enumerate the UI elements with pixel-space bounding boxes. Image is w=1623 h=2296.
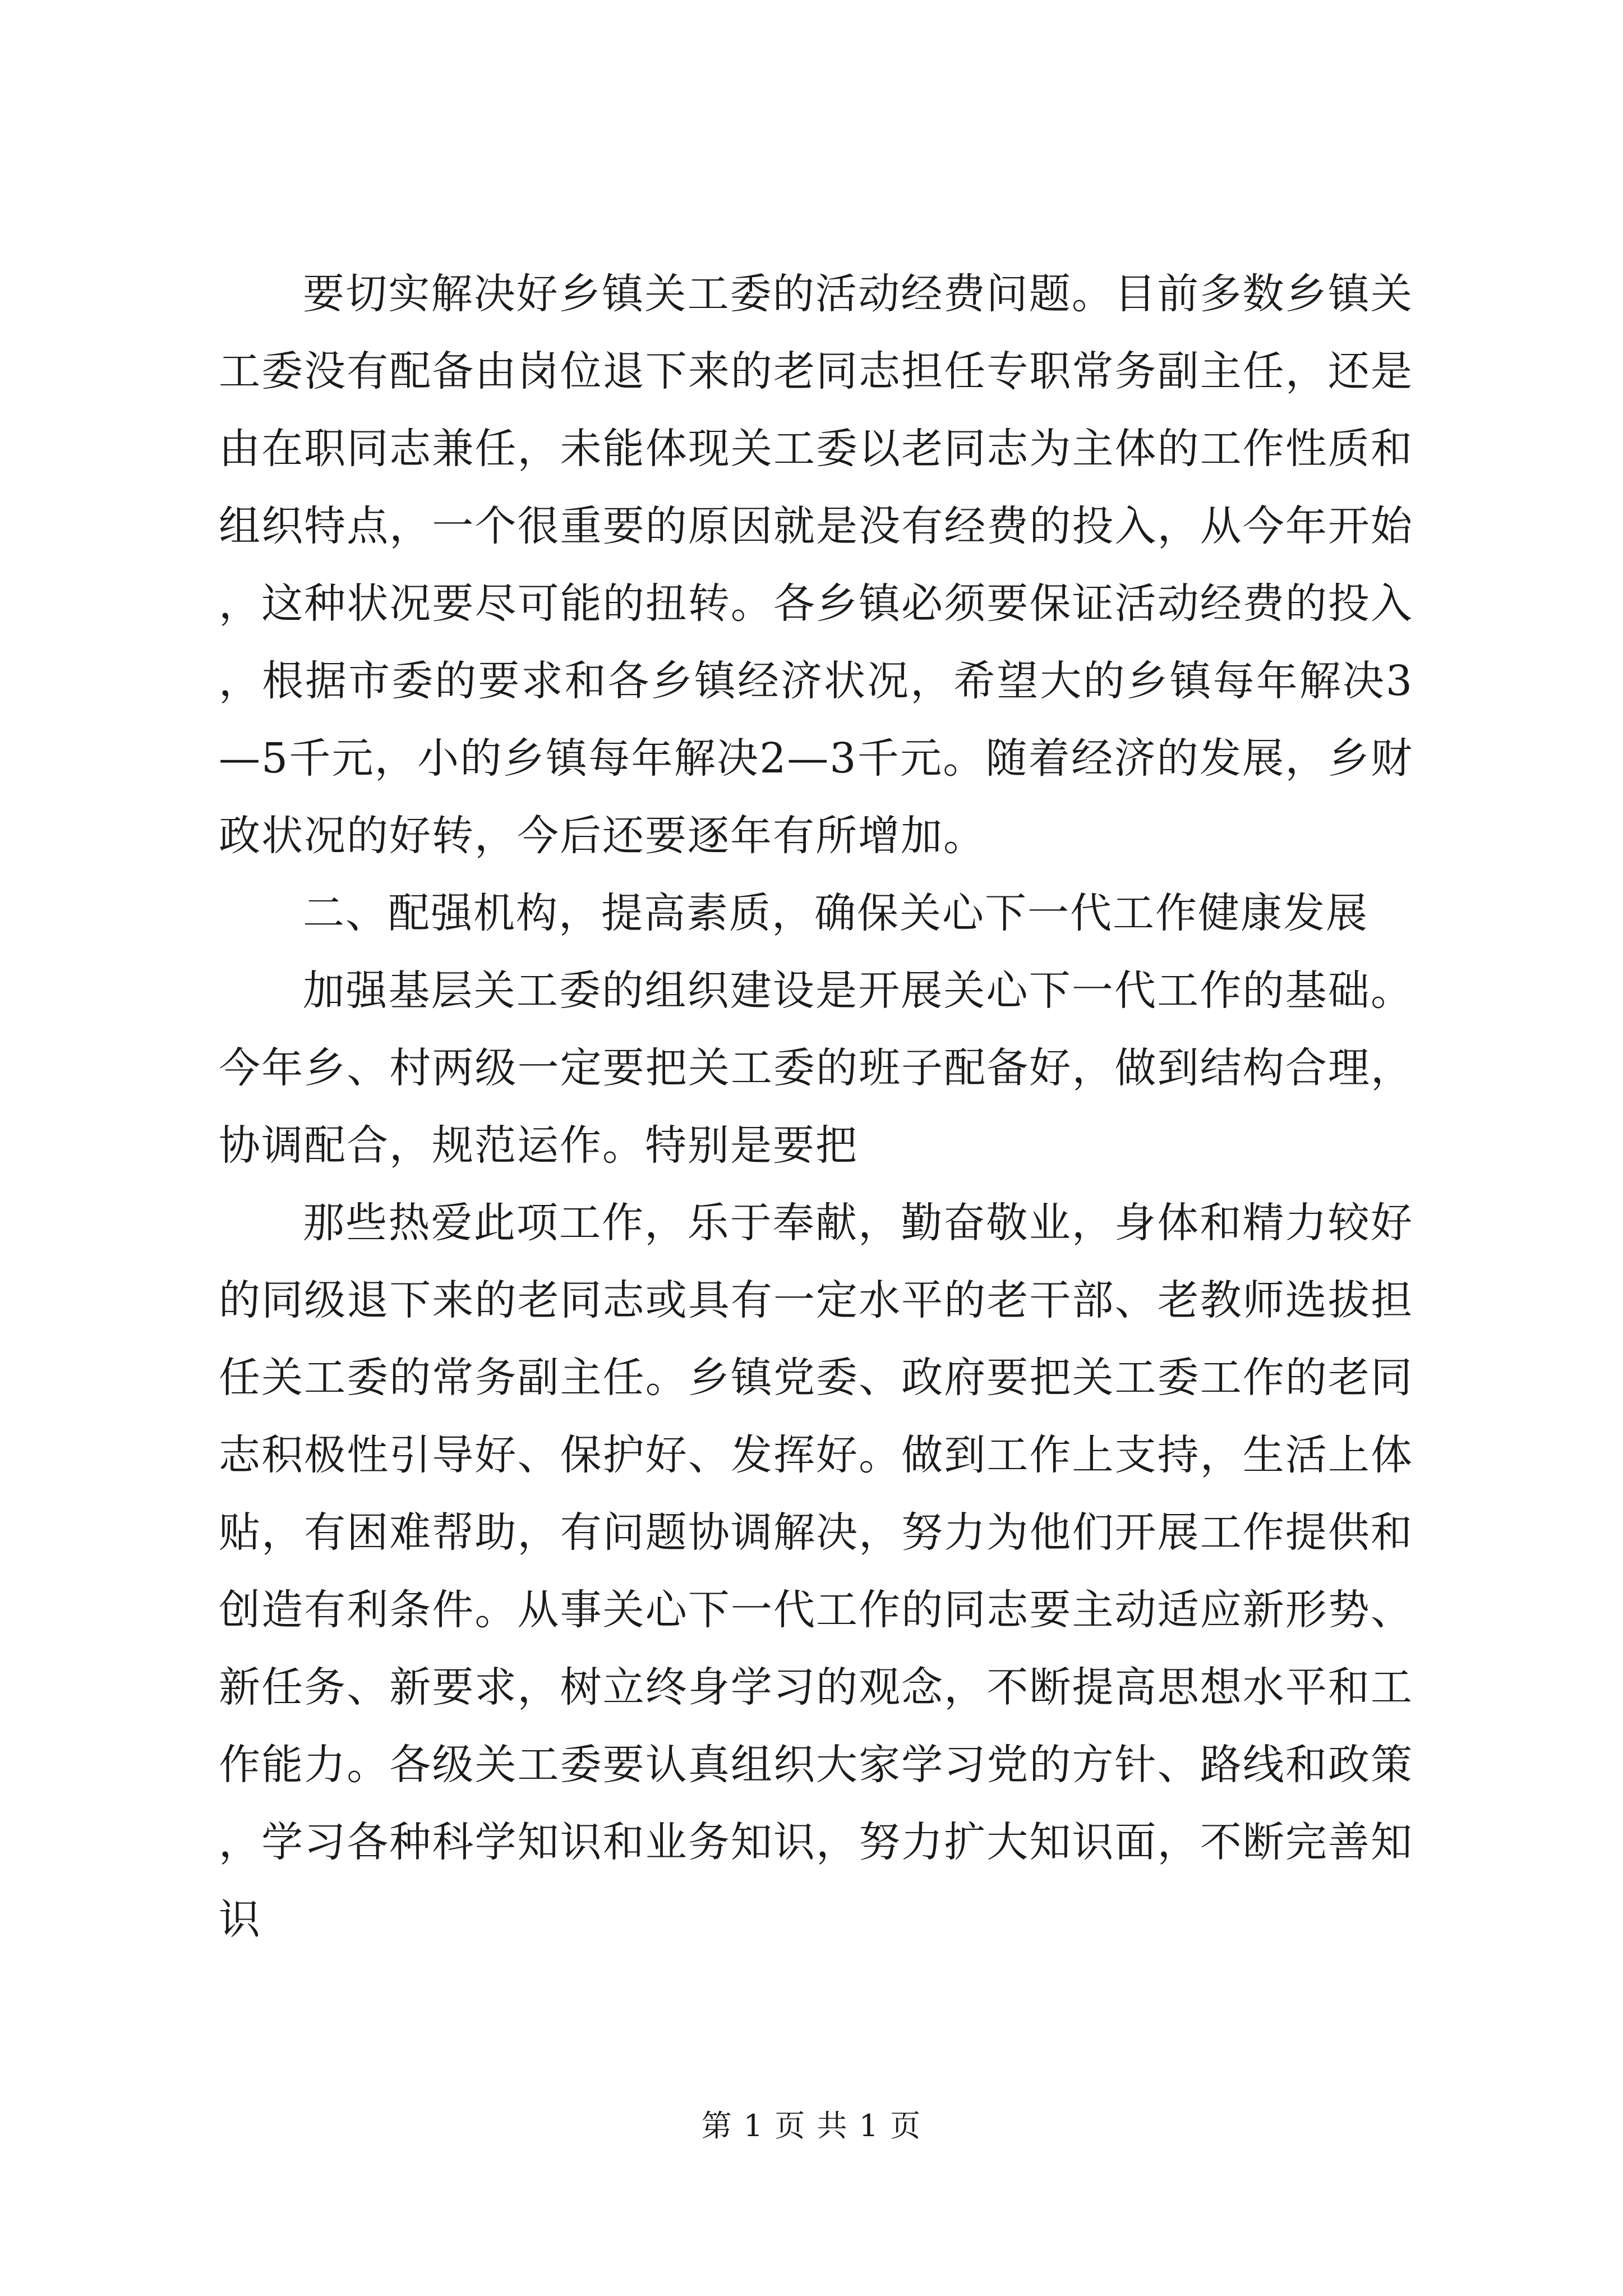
section-heading: 二、配强机构，提高素质，确保关心下一代工作健康发展 bbox=[303, 889, 1368, 937]
paragraph-personnel: 那些热爱此项工作，乐于奉献，勤奋敬业，身体和精力较好的同级退下来的老同志或具有一定水平的老干部、老教师选拔担任关工委的常务副主任。乡镇党委、政府要把关工委工作的老同志积极性引导好、保护好、发挥好。做到工作上支持，生活上体贴，有困难帮助，有问题协调解决，努力为他们开展工作提供和创造有利条件。从事关心下一代工作的同志要主动适应新形势、新任务、新要求，树立终身学习的观念，不断提高思想水平和工作能力。各级关工委要认真组织大家学习党的方针、路线和政策，学习各种科学知识和业务知识，努力扩大知识面，不断完善知识 bbox=[219, 1199, 1413, 1944]
paragraph-funding: 要切实解决好乡镇关工委的活动经费问题。目前多数乡镇关工委没有配备由岗位退下来的老同志担任专职常务副主任，还是由在职同志兼任，未能体现关工委以老同志为主体的工作性质和组织特点，一个很重要的原因就是没有经费的投入，从今年开始，这种状况要尽可能的扭转。各乡镇必须要保证活动经费的投入，根据市委的要求和各乡镇经济状况，希望大的乡镇每年解决3—5千元，小的乡镇每年解决2—3千元。随着经济的发展，乡财政状况的好转，今后还要逐年有所增加。 bbox=[219, 270, 1413, 860]
document-body bbox=[219, 255, 1413, 1958]
paragraph-organization: 加强基层关工委的组织建设是开展关心下一代工作的基础。今年乡、村两级一定要把关工委的班子配备好，做到结构合理，协调配合，规范运作。特别是要把 bbox=[219, 967, 1413, 1170]
page-footer: 第 1 页 共 1 页 bbox=[701, 2108, 922, 2143]
